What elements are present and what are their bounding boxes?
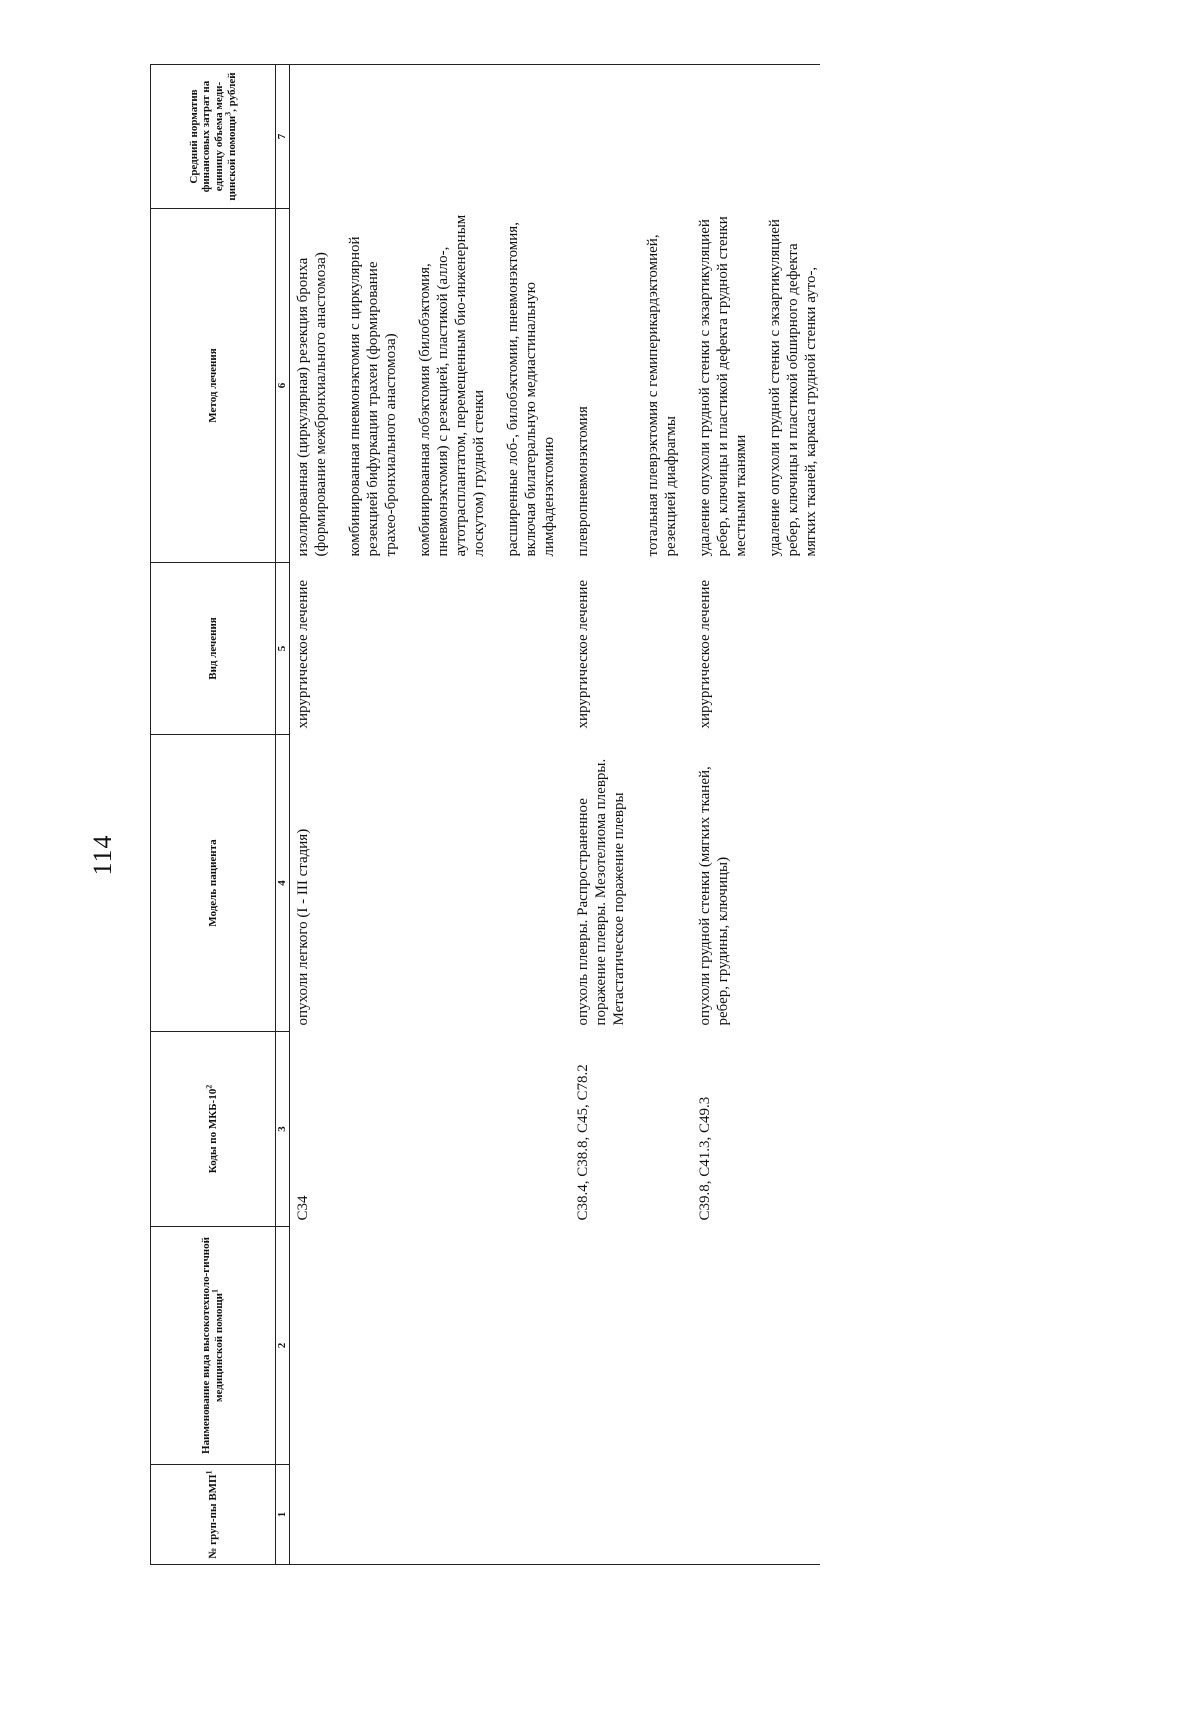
cell-name [750, 1227, 820, 1465]
table-row [488, 65, 558, 1565]
cell-method: удаление опухоли грудной стенки с экзартикуляцией ребер, ключицы и пластикой обширного дефекта мягких тканей, каркаса грудной стенки ауто-, [767, 219, 819, 557]
cell-treatment [330, 563, 400, 735]
cell-codes [628, 1032, 680, 1227]
vmp-table [150, 64, 820, 1565]
table-row [680, 65, 750, 1565]
cell-name [488, 1227, 558, 1465]
cell-codes: C34 [295, 1195, 311, 1221]
table-row [290, 65, 331, 1565]
table-row [628, 65, 680, 1565]
table-row [400, 65, 488, 1565]
cell-codes: C39.8, C41.3, C49.3 [697, 1096, 713, 1221]
cell-method: комбинированная лобэктомия (билобэктомия, пневмонэктомия) с резекцией, пластикой (алло-, аутотрасплантатом, перемещенным био-инженерным лоскутом) грудной стенки [417, 214, 487, 557]
column-number-row [276, 65, 290, 1565]
cell-codes: C38.4, C38.8, C45, C78.2 [575, 1064, 591, 1221]
cell-cost [400, 65, 488, 209]
cell-method: тотальная плеврэктомия с гемиперикардэктомией, резекцией диафрагмы [645, 234, 679, 557]
header-patient-model: Модель пациента [151, 735, 276, 1032]
cell-name [680, 1227, 750, 1465]
cell-method: плевропневмонэктомия [575, 406, 591, 557]
table-row [330, 65, 400, 1565]
header-treatment-type: Вид лечения [151, 563, 276, 735]
cell-treatment [488, 563, 558, 735]
cell-codes [750, 1032, 820, 1227]
cell-name [330, 1227, 400, 1465]
header-group-number: № груп-пы ВМП$^1$ [151, 1465, 276, 1565]
header-treatment-method: Метод лечения [151, 209, 276, 563]
cell-group [330, 1465, 400, 1565]
cell-cost [488, 65, 558, 209]
cell-method: удаление опухоли грудной стенки с экзартикуляцией ребер, ключицы и пластикой дефекта грудной стенки местными тканями [697, 216, 749, 557]
cell-group [400, 1465, 488, 1565]
cell-group [750, 1465, 820, 1565]
cell-method: изолированная (циркулярная) резекция бронха (формирование межбронхиального анастомоза) [295, 252, 329, 557]
cell-codes [400, 1032, 488, 1227]
cell-method: расширенные лоб-, билобэктомии, пневмонэктомия, включая билатеральную медиастинальную лимфаденэктомию [505, 222, 557, 557]
column-number: 3 [276, 1032, 290, 1227]
table-row [750, 65, 820, 1565]
cell-method: комбинированная пневмонэктомия с циркулярной резекцией бифуркации трахеи (формирование трахео-бронхиального анастомоза) [347, 236, 399, 557]
cell-cost [750, 65, 820, 209]
header-row [151, 65, 276, 1565]
cell-treatment: хирургическое лечение [697, 579, 713, 729]
cell-name [400, 1227, 488, 1465]
cell-treatment [400, 563, 488, 735]
cell-treatment [750, 563, 820, 735]
cell-group [680, 1465, 750, 1565]
cell-name [290, 1227, 331, 1465]
cell-treatment [628, 563, 680, 735]
cell-model: опухоли грудной стенки (мягких тканей, ребер, грудины, ключицы) [697, 766, 731, 1026]
cell-name [558, 1227, 628, 1465]
cell-model [330, 735, 400, 1032]
cell-cost [628, 65, 680, 209]
cell-cost [558, 65, 628, 209]
cell-name [628, 1227, 680, 1465]
cell-model [400, 735, 488, 1032]
header-vmp-name: Наименование вида высокотехноло-гичной медицинской помощи$^1$ [151, 1227, 276, 1465]
cell-cost [680, 65, 750, 209]
cell-treatment: хирургическое лечение [575, 579, 591, 729]
cell-codes [330, 1032, 400, 1227]
cell-group [290, 1465, 331, 1565]
column-number: 1 [276, 1465, 290, 1565]
column-number: 7 [276, 65, 290, 209]
header-cost-standard: Средний норматив финансовых затрат на единицу объема меди-цинской помощи$^3$, рублей [151, 65, 276, 209]
cell-cost [290, 65, 331, 209]
cell-model [488, 735, 558, 1032]
cell-model [750, 735, 820, 1032]
column-number: 5 [276, 563, 290, 735]
column-number: 6 [276, 209, 290, 563]
column-number: 2 [276, 1227, 290, 1465]
cell-group [628, 1465, 680, 1565]
table-row [558, 65, 628, 1565]
header-icd-codes: Коды по МКБ-$10^2$ [151, 1032, 276, 1227]
cell-model: опухоль плевры. Распространенное поражение плевры. Мезотелиома плевры. Метастатическое поражение плевры [575, 758, 627, 1026]
cell-treatment: хирургическое лечение [295, 579, 311, 729]
column-number: 4 [276, 735, 290, 1032]
cell-codes [488, 1032, 558, 1227]
cell-model [628, 735, 680, 1032]
page-number: 114 [88, 834, 117, 876]
cell-cost [330, 65, 400, 209]
cell-group [558, 1465, 628, 1565]
cell-group [488, 1465, 558, 1565]
cell-model: опухоли легкого (I - III стадия) [295, 828, 311, 1026]
